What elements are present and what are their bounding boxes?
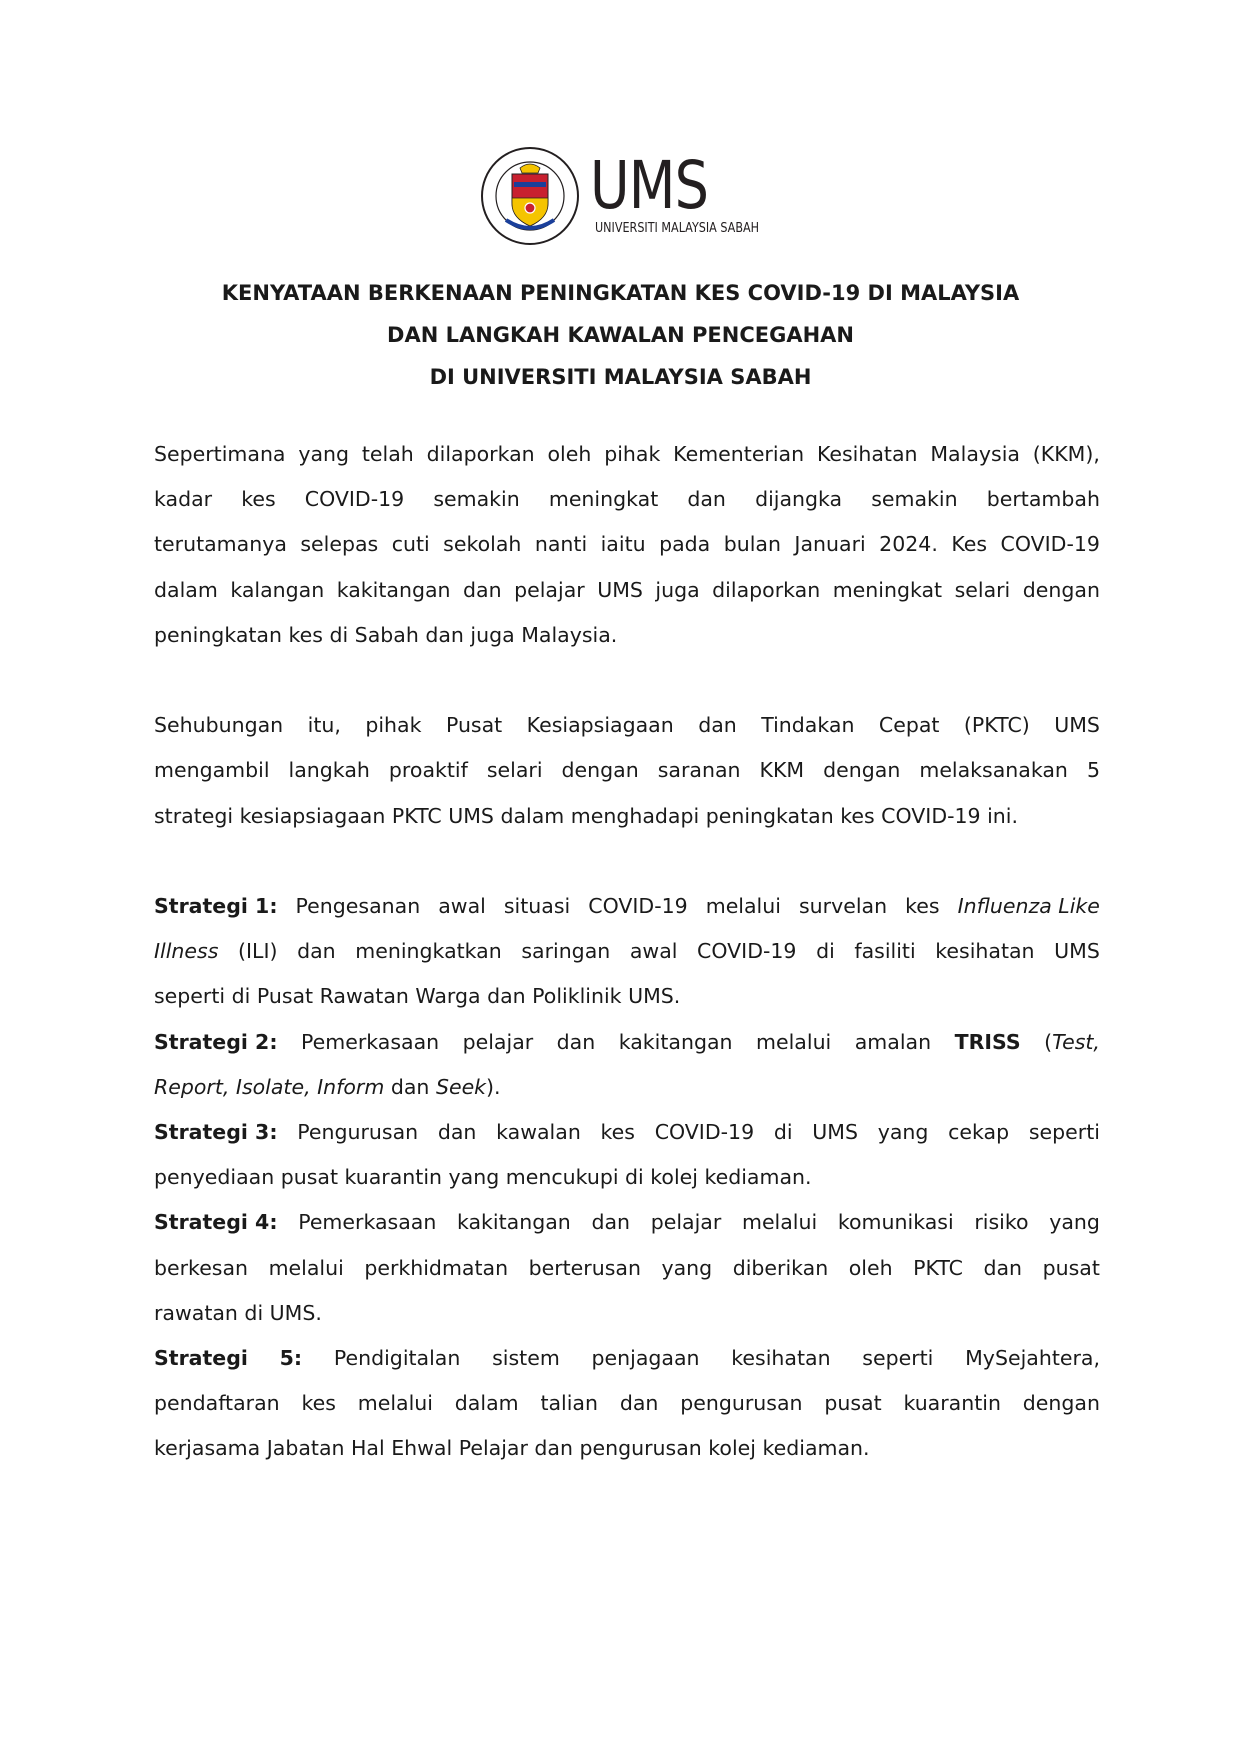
strategy-line: penyediaan pusat kuarantin yang mencukupi di kolej kediaman. (154, 1165, 812, 1190)
paragraph-line (154, 477, 1100, 522)
italic-term: Influenza Like (957, 894, 1100, 918)
ums-wordmark: UMS (590, 147, 709, 224)
word: 2024. (879, 532, 938, 557)
word: melaksanakan (919, 758, 1068, 783)
word: yang (661, 1255, 713, 1280)
word: semakin (433, 487, 520, 512)
word: Januari (794, 532, 866, 557)
strategy-line (154, 1336, 1100, 1381)
word: dan (463, 577, 502, 602)
word: meningkatkan (355, 939, 502, 964)
word: yang (877, 1120, 929, 1145)
word: selari (954, 577, 1011, 602)
word: kawalan (496, 1120, 581, 1145)
word: Sepertimana (154, 442, 286, 466)
strategy-line (154, 1381, 1100, 1426)
word: terutamanya (154, 532, 287, 557)
word: dan (698, 713, 737, 738)
paragraph-line (154, 748, 1100, 793)
strategy-line: kerjasama Jabatan Hal Ehwal Pelajar dan pengurusan kolej kediaman. (154, 1436, 870, 1461)
strategy-label-num: 5: (279, 1346, 303, 1371)
word: dan (983, 1255, 1023, 1280)
word: COVID-19 (304, 487, 405, 512)
word: sekolah (443, 532, 522, 557)
title-line-3: DI UNIVERSITI MALAYSIA SABAH (429, 365, 812, 389)
word: Kes (951, 532, 988, 557)
strategy-line (154, 1246, 1100, 1291)
word: kes (301, 1391, 336, 1416)
word: kesihatan (731, 1346, 831, 1371)
word: dengan (1022, 577, 1100, 602)
university-crest-icon (480, 146, 580, 246)
paragraph-line: peningkatan kes di Sabah dan juga Malaysia. (154, 622, 618, 647)
word: dan (619, 1391, 659, 1416)
word: Pemerkasaan (298, 1210, 437, 1235)
word: penjagaan (591, 1346, 700, 1371)
word: melalui (357, 1391, 433, 1416)
paragraph-line (154, 522, 1100, 567)
word: dan (437, 1120, 477, 1145)
word: (PKTC) (963, 713, 1030, 738)
word: perkhidmatan (364, 1255, 509, 1280)
word: proaktif (388, 758, 468, 783)
word: meningkat (832, 577, 943, 602)
paren-open: (Test, (1044, 1029, 1100, 1054)
word: COVID-19 (654, 1120, 755, 1145)
word: pelajar (650, 1210, 722, 1235)
strategy-line: seperti di Pusat Rawatan Warga dan Poliklinik UMS. (154, 984, 681, 1009)
word: komunikasi (837, 1210, 954, 1235)
word: kesihatan (935, 939, 1035, 964)
word: nanti (534, 532, 588, 557)
word: saringan (521, 939, 611, 964)
word: pengurusan (680, 1391, 803, 1416)
word: dan (556, 1029, 596, 1054)
title-line-1: KENYATAAN BERKENAAN PENINGKATAN KES COVID-19 DI MALAYSIA (221, 281, 1020, 305)
word: dan (591, 1210, 631, 1235)
word: UMS (597, 577, 643, 602)
word: Sehubungan (154, 713, 284, 738)
word: amalan (854, 1029, 932, 1054)
strategy-line (154, 1200, 1100, 1245)
word: Malaysia (930, 442, 1020, 466)
word: dengan (561, 758, 639, 783)
word: dijangka (755, 487, 843, 512)
word: Pengesanan (295, 894, 421, 918)
word: melalui (741, 1210, 818, 1235)
word: kakitangan (618, 1029, 733, 1054)
word: saranan (657, 758, 741, 783)
word: melalui (268, 1255, 344, 1280)
strategy-line (154, 884, 1100, 929)
word: situasi (503, 894, 571, 918)
triss-term: TRISS (954, 1029, 1021, 1054)
strategy-line: Report, Isolate, Inform dan Seek). (154, 1074, 501, 1099)
word: semakin (871, 487, 958, 512)
word: cekap (948, 1120, 1010, 1145)
word: pada (659, 532, 711, 557)
strategy-label: Strategi 4: (154, 1210, 278, 1235)
word: survelan (798, 894, 888, 918)
word: kakitangan (336, 577, 451, 602)
word: di (816, 939, 835, 964)
word: Tindakan (761, 713, 855, 738)
word: kakitangan (456, 1210, 571, 1235)
word: di (773, 1120, 793, 1145)
word: berkesan (154, 1255, 249, 1280)
word: Pemerkasaan (301, 1029, 440, 1054)
word: yang (1049, 1210, 1100, 1235)
word: bulan (723, 532, 781, 557)
strategy-line (154, 1020, 1100, 1065)
strategy-3 (154, 1110, 1100, 1200)
strategy-5 (154, 1336, 1100, 1472)
word: Kesiapsiagaan (526, 713, 674, 738)
word: telah (361, 442, 414, 466)
word: Kementerian (673, 442, 805, 466)
word: selari (486, 758, 543, 783)
title-line-2: DAN LANGKAH KAWALAN PENCEGAHAN (387, 323, 854, 347)
word: awal (438, 894, 486, 918)
word: MySejahtera, (965, 1346, 1100, 1371)
ums-subtitle: UNIVERSITI MALAYSIA SABAH (595, 221, 760, 236)
word: Cepat (878, 713, 940, 738)
word: COVID-19 (588, 894, 688, 918)
ums-logo (480, 146, 780, 246)
word: dan (687, 487, 726, 512)
document-title (120, 272, 1121, 398)
word: awal (629, 939, 678, 964)
strategy-label: Strategi 2: (154, 1029, 278, 1054)
word: langkah (288, 758, 370, 783)
word: kes (241, 487, 276, 512)
paragraph-2 (154, 703, 1100, 839)
paragraph-line: strategi kesiapsiagaan PKTC UMS dalam menghadapi peningkatan kes COVID-19 ini. (154, 803, 1019, 828)
word: bertambah (986, 487, 1100, 512)
word: dalam (454, 1391, 519, 1416)
word: Pengurusan (297, 1120, 419, 1145)
word: melalui (756, 1029, 832, 1054)
paragraph-line (154, 703, 1100, 748)
word: dalam (154, 577, 218, 602)
word: itu, (307, 713, 341, 738)
word: cuti (391, 532, 430, 557)
strategy-line (154, 1110, 1100, 1155)
word: seperti (1028, 1120, 1100, 1145)
word: 5 (1086, 758, 1100, 783)
word: melalui (705, 894, 781, 918)
word: meningkat (548, 487, 659, 512)
word: juga (655, 577, 700, 602)
word: COVID-19 (1000, 532, 1100, 557)
word: selepas (300, 532, 379, 557)
word: dilaporkan (426, 442, 535, 466)
strategy-label-word: Strategi (154, 1346, 248, 1371)
word: kadar (154, 487, 213, 512)
word: sistem (492, 1346, 560, 1371)
italic-term: Report, Isolate, Inform (154, 1074, 385, 1099)
paragraph-line (154, 568, 1100, 613)
word: pusat (824, 1391, 882, 1416)
italic-term: Illness (154, 939, 219, 964)
strategy-label: Strategi 1: (154, 894, 278, 918)
word: UMS (812, 1120, 858, 1145)
word: pelajar (462, 1029, 534, 1054)
strategy-line (154, 929, 1100, 974)
italic-term: Seek (435, 1074, 487, 1099)
word: (ILI) (238, 939, 278, 964)
word: risiko (974, 1210, 1029, 1235)
word: kalangan (230, 577, 325, 602)
document-body (154, 432, 1100, 1472)
strategy-label: Strategi 3: (154, 1120, 278, 1145)
word: Pusat (445, 713, 503, 738)
strategy-line: rawatan di UMS. (154, 1300, 322, 1325)
word: pendaftaran (154, 1391, 280, 1416)
paragraph-1 (154, 432, 1100, 658)
word: fasiliti (854, 939, 916, 964)
word: oleh (848, 1255, 893, 1280)
word: KKM (759, 758, 805, 783)
paragraph-line (154, 432, 1100, 477)
word: berterusan (528, 1255, 641, 1280)
word: dengan (1022, 1391, 1100, 1416)
word: dilaporkan (712, 577, 821, 602)
word: iaitu (600, 532, 646, 557)
word: kes (600, 1120, 635, 1145)
word: UMS (1054, 939, 1100, 964)
strategy-1 (154, 884, 1100, 1020)
word: COVID-19 (697, 939, 797, 964)
word: oleh (547, 442, 592, 466)
word: Pendigitalan (333, 1346, 461, 1371)
word: diberikan (732, 1255, 829, 1280)
word: kuarantin (903, 1391, 1001, 1416)
word: pelajar (514, 577, 585, 602)
strategy-2 (154, 1020, 1100, 1110)
word: dan (297, 939, 336, 964)
word: (KKM), (1032, 442, 1100, 466)
word: pusat (1042, 1255, 1100, 1280)
word: Kesihatan (816, 442, 918, 466)
word: kes (905, 894, 940, 918)
word: UMS (1054, 713, 1100, 738)
word: yang (298, 442, 350, 466)
word: talian (540, 1391, 598, 1416)
word: mengambil (154, 758, 270, 783)
word: seperti (862, 1346, 934, 1371)
word: PKTC (913, 1255, 963, 1280)
word: dengan (823, 758, 901, 783)
word: pihak (365, 713, 422, 738)
strategy-4 (154, 1200, 1100, 1336)
word: pihak (604, 442, 661, 466)
